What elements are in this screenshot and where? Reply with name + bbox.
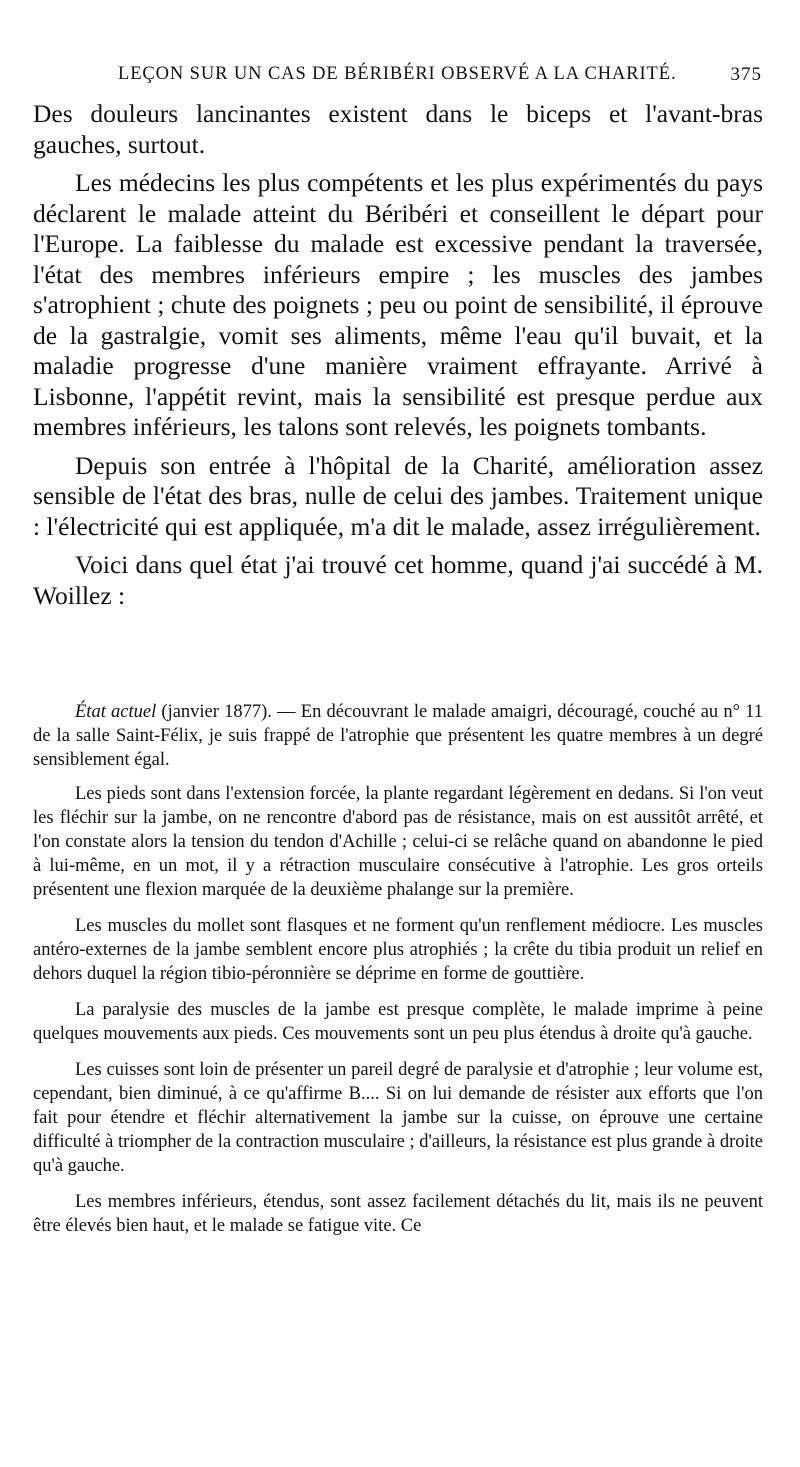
main-text-small [33,700,763,1250]
page-number: 375 [730,64,762,85]
page-header [0,64,800,94]
paragraph-lower-limbs: Les membres inférieurs, étendus, sont assez facilement détachés du lit, mais ils ne peuvent être élevés bien haut, et le malade se fatigue vite. Ce [33,1192,763,1236]
paragraph-hospital: Depuis son entrée à l'hôpital de la Charité, amélioration assez sensible de l'état des bras, nulle de celui des jambes. Traitement unique : l'électricité qui est appliquée, m'a dit le malade, assez irrégulièrement. [33,450,763,541]
paragraph-thighs: Les cuisses sont loin de présenter un pareil degré de paralysie et d'atrophie ; leur volume est, cependant, bien diminué, à ce qu'affirme B.... Si on lui demande de résister aux efforts que l'on fait pour étendre et fléchir alternativement la jambe sur la cuisse, on éprouve une certaine difficulté à triompher de la contraction musculaire ; d'ailleurs, la résistance est plus grande à droite qu'à gauche. [33,1060,763,1176]
paragraph-paralysis: La paralysie des muscles de la jambe est presque complète, le malade imprime à peine quelques mouvements aux pieds. Ces mouvements sont un peu plus étendus à droite qu'à gauche. [33,1000,763,1044]
current-state-lead: État actuel [75,702,157,722]
main-text-large [33,99,763,619]
paragraph-current-state [33,700,763,772]
paragraph-diagnosis: Les médecins les plus compétents et les plus expérimentés du pays déclarent le malade atteint du Béribéri et conseillent le départ pour l'Europe. La faiblesse du malade est excessive pendant la traversée, l'état des membres inférieurs empire ; les muscles des jambes s'atrophient ; chute des poignets ; peu ou point de sensibilité, il éprouve de la gastralgie, vomit ses aliments, même l'eau qu'il buvait, et la maladie progresse d'une manière vraiment effrayante. Arrivé à Lisbonne, l'appétit revint, mais la sensibilité est presque perdue aux membres inférieurs, les talons sont relevés, les poignets tombants. [33,168,763,441]
paragraph-pain: Des douleurs lancinantes existent dans le biceps et l'avant-bras gauches, surtout. [33,99,763,159]
running-head: LEÇON SUR UN CAS DE BÉRIBÉRI OBSERVÉ A LA CHARITÉ. [118,64,677,84]
paragraph-succession: Voici dans quel état j'ai trouvé cet homme, quand j'ai succédé à M. Woillez : [33,550,763,610]
paragraph-feet: Les pieds sont dans l'extension forcée, la plante regardant légèrement en dedans. Si l'on veut les fléchir sur la jambe, on ne rencontre d'abord pas de résistance, mais on est aussitôt arrêté, et l'on constate alors la tension du tendon d'Achille ; celui-ci se relâche quand on abandonne le pied à lui-même, en un mot, il y a rétraction musculaire consécutive à l'atrophie. Les gros orteils présentent une flexion marquée de la deuxième phalange sur la première. [33,784,763,900]
current-state-text: (janvier 1877). — En découvrant le malade amaigri, découragé, couché au n° 11 de la salle Saint-Félix, je suis frappé de l'atrophie que présentent les quatre membres à un degré sensiblement égal. [33,702,763,770]
paragraph-calf-muscles: Les muscles du mollet sont flasques et ne forment qu'un renflement médiocre. Les muscles antéro-externes de la jambe semblent encore plus atrophiés ; la crête du tibia produit un relief en dehors duquel la région tibio-péronnière se déprime en forme de gouttière. [33,916,763,984]
